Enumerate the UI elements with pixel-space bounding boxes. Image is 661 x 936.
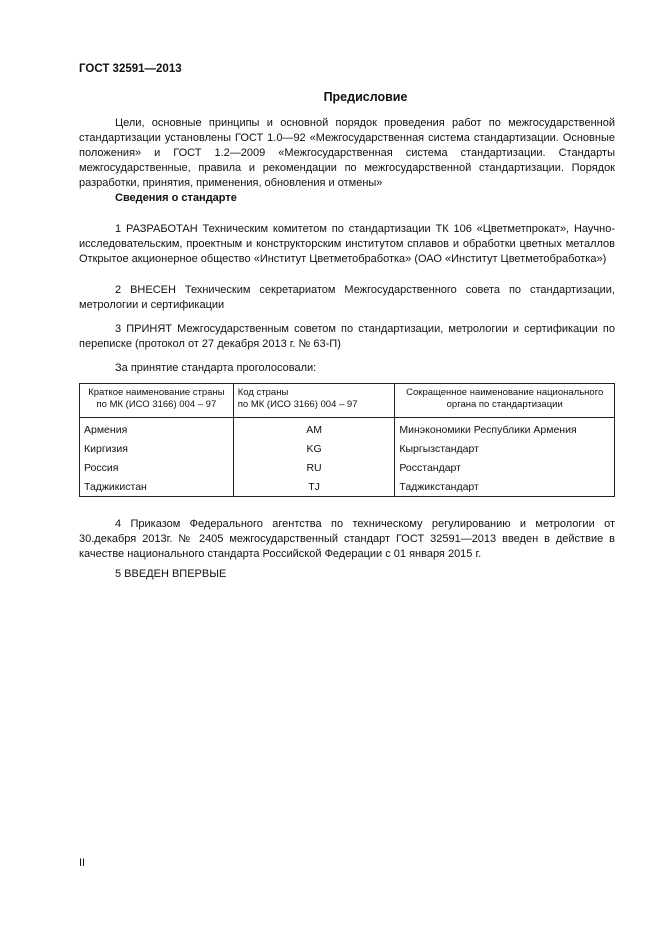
item-2-submitted: 2 ВНЕСЕН Техническим секретариатом Межгосударственного совета по стандартизации, метрологии и сертификации xyxy=(79,284,615,311)
cell-code: KG xyxy=(233,439,395,458)
cell-body: Кыргызстандарт xyxy=(395,439,615,458)
table-row xyxy=(80,439,615,458)
cell-country: Россия xyxy=(80,458,234,477)
vote-caption: За принятие стандарта проголосовали: xyxy=(115,362,317,374)
cell-body: Таджикстандарт xyxy=(395,477,615,497)
document-id-header: ГОСТ 32591—2013 xyxy=(79,63,182,75)
header-country-code: Код страны по МК (ИСО 3166) 004 – 97 xyxy=(233,384,395,418)
item-5-first-introduced: 5 ВВЕДЕН ВПЕРВЫЕ xyxy=(115,568,227,580)
intro-paragraph: Цели, основные принципы и основной порядок проведения работ по межгосударственной стандартизации установлены ГОСТ 1.0—92 «Межгосударственная система стандартизации. Основные положения» и ГОСТ 1.2—2009 «Межгосударственная система стандартизации. Стандарты межгосударственные, правила и рекомендации по межгосударственной стандартизации. Порядок разработки, принятия, применения, обновления и отмены» xyxy=(79,117,615,189)
cell-code: TJ xyxy=(233,477,395,497)
table-row xyxy=(80,477,615,497)
cell-body: Росстандарт xyxy=(395,458,615,477)
cell-country: Армения xyxy=(80,418,234,440)
header-standards-body: Сокращенное наименование национального органа по стандартизации xyxy=(395,384,615,418)
header-country: Краткое наименование страны по МК (ИСО 3166) 004 – 97 xyxy=(80,384,234,418)
voting-table xyxy=(79,383,615,497)
table-row xyxy=(80,418,615,440)
cell-country: Таджикистан xyxy=(80,477,234,497)
item-3-adopted: 3 ПРИНЯТ Межгосударственным советом по стандартизации, метрологии и сертификации по переписке (протокол от 27 декабря 2013 г. № 63-П) xyxy=(79,323,615,350)
page-title: Предисловие xyxy=(323,90,408,104)
cell-body: Минэкономики Республики Армения xyxy=(395,418,615,440)
page-number: II xyxy=(79,857,86,869)
section-heading: Сведения о стандарте xyxy=(115,192,237,204)
cell-code: AM xyxy=(233,418,395,440)
cell-country: Киргизия xyxy=(80,439,234,458)
table-header-row xyxy=(80,384,615,418)
table-row xyxy=(80,458,615,477)
item-1-developed: 1 РАЗРАБОТАН Техническим комитетом по стандартизации ТК 106 «Цветметпрокат», Научно-исследовательским, проектным и конструкторским институтом сплавов и обработки цветных металлов Открытое акционерное общество «Институт Цветметобработка» (ОАО «Институт Цветметобработка») xyxy=(79,223,615,265)
cell-code: RU xyxy=(233,458,395,477)
item-4-order: 4 Приказом Федерального агентства по техническому регулированию и метрологии от 30.декабря 2013г. № 2405 межгосударственный стандарт ГОСТ 32591—2013 введен в действие в качестве национального стандарта Российской Федерации с 01 января 2015 г. xyxy=(79,518,615,560)
